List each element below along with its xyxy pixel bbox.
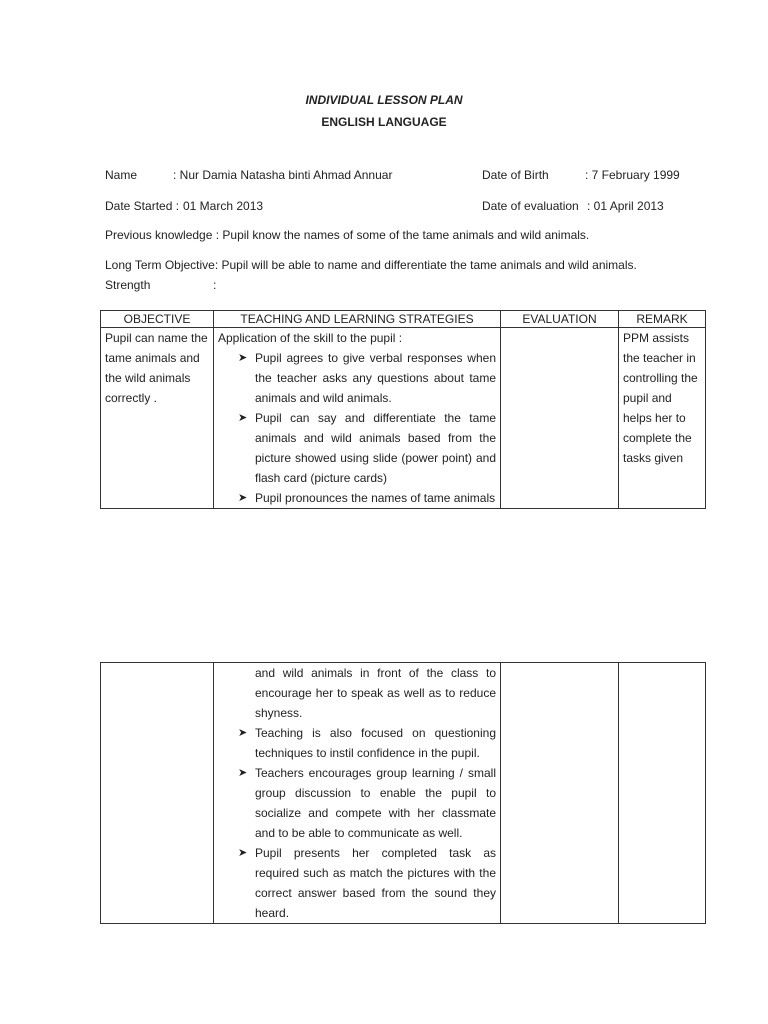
evaluation-cell-continued [501, 663, 619, 924]
objective-line: Pupil can name the [105, 331, 208, 345]
remark-cell [619, 328, 706, 509]
objective-line: correctly . [105, 391, 158, 405]
lesson-plan-table-continued [100, 662, 706, 924]
name-value: : Nur Damia Natasha binti Ahmad Annuar [173, 168, 393, 182]
list-item: ➤ Teaching is also focused on questioning techniques to instil confidence in the pupil. [218, 723, 496, 763]
arrow-bullet-icon: ➤ [238, 767, 248, 779]
evaluation-cell [501, 328, 619, 509]
evaluation-date-value: : 01 April 2013 [587, 199, 664, 213]
strength-label: Strength [105, 278, 151, 292]
remark-line: complete the [623, 431, 692, 445]
list-item: ➤ Pupil can say and differentiate the tame animals and wild animals based from the picture showed using slide (power point) and flash card (picture cards) [218, 408, 496, 488]
arrow-bullet-icon: ➤ [238, 352, 248, 364]
dob-label: Date of Birth [482, 168, 549, 182]
strategy-continuation: and wild animals in front of the class to encourage her to speak as well as to reduce shyness. [255, 666, 496, 720]
list-item: ➤ Teachers encourages group learning / small group discussion to enable the pupil to socialize and compete with her classmate and to be able to communicate as well. [218, 763, 496, 843]
lesson-plan-table [100, 310, 706, 509]
header-strategies: TEACHING AND LEARNING STRATEGIES [214, 311, 501, 328]
remark-line: controlling the [623, 371, 698, 385]
date-started-value: 01 March 2013 [183, 199, 264, 213]
objective-line: the wild animals [105, 371, 191, 385]
name-label: Name [105, 168, 138, 182]
remark-line: PPM assists [623, 331, 690, 345]
previous-knowledge: Previous knowledge : Pupil know the names of some of the tame animals and wild animals. [105, 228, 590, 242]
header-remark: REMARK [619, 311, 706, 328]
lesson-plan-title: INDIVIDUAL LESSON PLAN [305, 93, 463, 107]
date-started-label: Date Started : [105, 199, 180, 213]
remark-line: tasks given [623, 451, 684, 465]
objective-cell-continued [101, 663, 214, 924]
arrow-bullet-icon: ➤ [238, 412, 248, 424]
remark-line: the teacher in [623, 351, 696, 365]
list-item: ➤ Pupil presents her completed task as required such as match the pictures with the correct answer based from the sound they heard. [218, 843, 496, 923]
arrow-bullet-icon: ➤ [238, 492, 248, 504]
header-evaluation: EVALUATION [501, 311, 619, 328]
strength-value: : [213, 278, 217, 292]
remark-line: pupil and [623, 391, 672, 405]
remark-cell-continued [619, 663, 706, 924]
remark-line: helps her to [623, 411, 686, 425]
dob-value: : 7 February 1999 [585, 168, 680, 182]
table-row [101, 328, 706, 509]
subject-title: ENGLISH LANGUAGE [321, 115, 447, 129]
strategies-cell [214, 328, 501, 509]
objective-cell [101, 328, 214, 509]
objective-line: tame animals and [105, 351, 200, 365]
strategies-cell-continued [214, 663, 501, 924]
evaluation-date-label: Date of evaluation [482, 199, 579, 213]
long-term-objective: Long Term Objective: Pupil will be able to name and differentiate the tame animals and wild animals. [105, 258, 637, 272]
header-objective: OBJECTIVE [101, 311, 214, 328]
arrow-bullet-icon: ➤ [238, 847, 248, 859]
table-row [101, 663, 706, 924]
list-item: ➤ Pupil agrees to give verbal responses when the teacher asks any questions about tame animals and wild animals. [218, 348, 496, 408]
list-item: ➤ Pupil pronounces the names of tame animals [218, 488, 496, 508]
strategy-intro: Application of the skill to the pupil : [218, 331, 403, 345]
table-header-row [101, 311, 706, 328]
arrow-bullet-icon: ➤ [238, 727, 248, 739]
